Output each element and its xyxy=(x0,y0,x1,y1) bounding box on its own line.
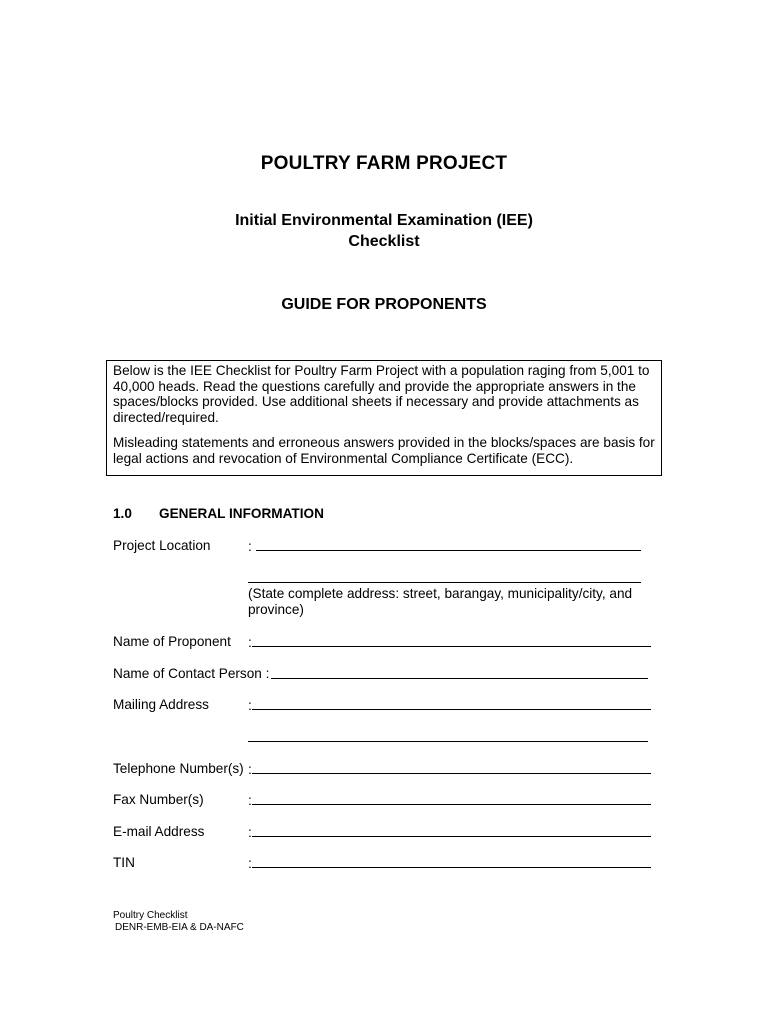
page-footer xyxy=(113,910,244,934)
notice-paragraph-2: Misleading statements and erroneous answers provided in the blocks/spaces are basis for legal actions and revocation of Environmental Compliance Certificate (ECC). xyxy=(113,435,655,466)
tin-blank[interactable] xyxy=(252,855,651,868)
colon: : xyxy=(248,856,252,871)
tin-field[interactable] xyxy=(248,855,651,871)
tin-label: TIN xyxy=(113,855,135,870)
location-note: (State complete address: street, barangay, municipality/city, and province) xyxy=(248,586,633,617)
email-blank[interactable] xyxy=(252,824,651,837)
telephone-blank[interactable] xyxy=(252,761,651,774)
colon: : xyxy=(248,825,252,840)
document-title: POULTRY FARM PROJECT xyxy=(260,153,508,174)
contact-person-label-text: Name of Contact Person xyxy=(113,666,262,681)
project-location-blank[interactable] xyxy=(256,538,641,551)
section-number: 1.0 xyxy=(113,506,132,521)
footer-line-2: DENR-EMB-EIA & DA-NAFC xyxy=(115,922,244,933)
project-location-blank-2[interactable] xyxy=(248,570,641,583)
contact-person-field[interactable] xyxy=(271,666,648,682)
mailing-address-blank-2[interactable] xyxy=(248,729,648,742)
colon: : xyxy=(265,666,270,681)
fax-label: Fax Number(s) xyxy=(113,792,204,807)
project-location-field[interactable] xyxy=(248,538,641,554)
notice-paragraph-1: Below is the IEE Checklist for Poultry Farm Project with a population raging from 5,001 to 40,000 heads. Read the questions carefully and provide the appropriate answers in the spaces/blocks provided. Use additional sheets if necessary and provide attachments as directed/required. xyxy=(113,363,650,425)
name-of-proponent-field[interactable] xyxy=(248,634,651,650)
footer-line-1: Poultry Checklist xyxy=(113,910,188,921)
document-subtitle xyxy=(0,210,768,252)
colon: : xyxy=(248,635,252,650)
subtitle-line-1: Initial Environmental Examination (IEE) xyxy=(235,212,533,229)
subtitle-line-2: Checklist xyxy=(348,233,420,250)
section-heading xyxy=(113,506,324,521)
name-of-proponent-label: Name of Proponent xyxy=(113,634,231,649)
notice-box xyxy=(106,360,662,476)
telephone-label: Telephone Number(s) xyxy=(113,761,244,776)
colon: : xyxy=(248,698,252,713)
name-of-proponent-blank[interactable] xyxy=(252,634,651,647)
guide-heading: GUIDE FOR PROPONENTS xyxy=(281,296,487,313)
mailing-address-blank[interactable] xyxy=(252,697,651,710)
mailing-address-field-2[interactable] xyxy=(248,729,648,745)
colon: : xyxy=(248,762,252,777)
email-field[interactable] xyxy=(248,824,651,840)
fax-blank[interactable] xyxy=(252,792,651,805)
contact-person-label xyxy=(113,666,269,681)
project-location-field-2[interactable] xyxy=(248,570,641,586)
section-title: GENERAL INFORMATION xyxy=(159,506,324,521)
mailing-address-field[interactable] xyxy=(248,697,651,713)
colon: : xyxy=(248,539,252,554)
contact-person-blank[interactable] xyxy=(271,666,648,679)
fax-field[interactable] xyxy=(248,792,651,808)
mailing-address-label: Mailing Address xyxy=(113,697,209,712)
colon: : xyxy=(248,793,252,808)
project-location-label: Project Location xyxy=(113,538,211,553)
telephone-field[interactable] xyxy=(248,761,651,777)
email-label: E-mail Address xyxy=(113,824,205,839)
